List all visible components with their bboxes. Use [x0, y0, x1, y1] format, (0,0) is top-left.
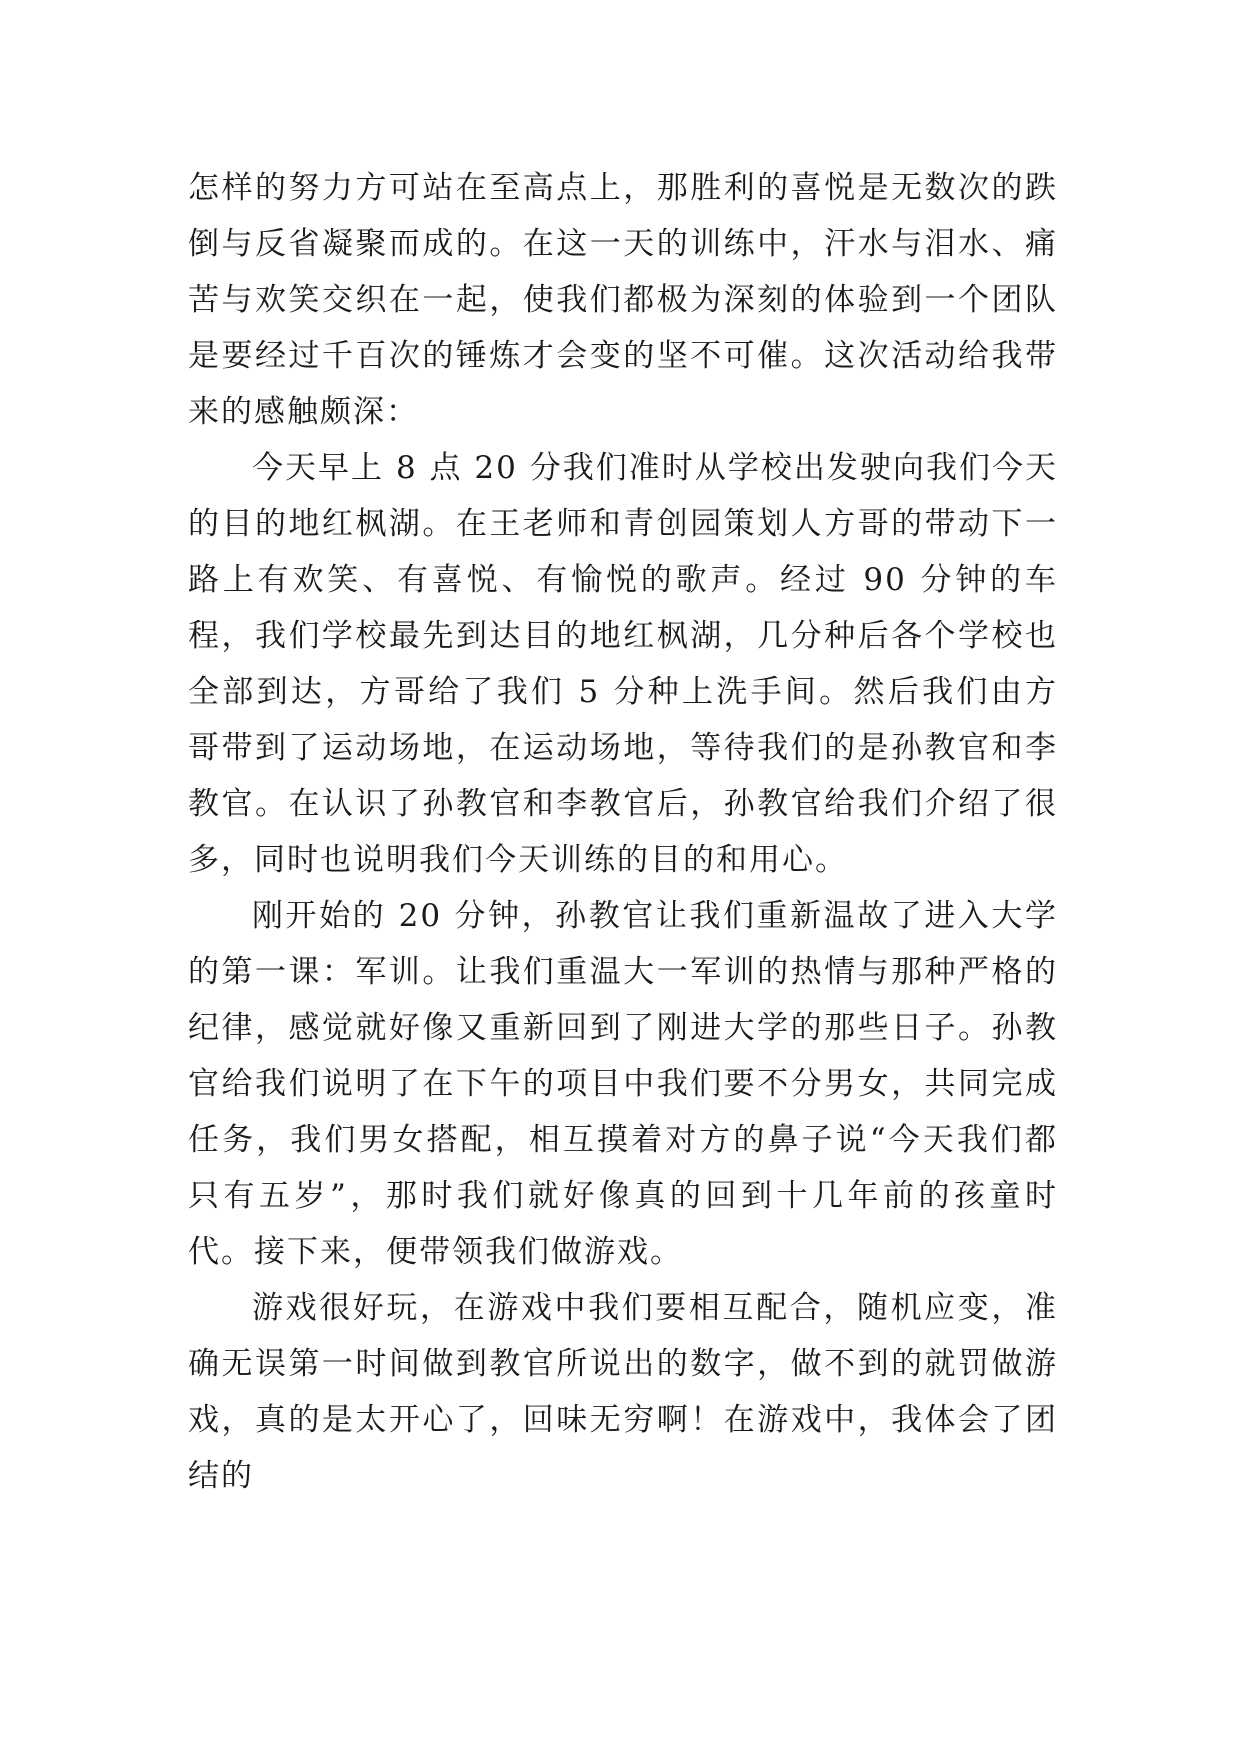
- paragraph-2: 今天早上 8 点 20 分我们准时从学校出发驶向我们今天的目的地红枫湖。在王老师和青创园策划人方哥的带动下一路上有欢笑、有喜悦、有愉悦的歌声。经过 90 分钟的车程，我们学校最先到达目的地红枫湖，几分种后各个学校也全部到达，方哥给了我们 5 分种上洗手间。然后我们由方哥带到了运动场地，在运动场地，等待我们的是孙教官和李教官。在认识了孙教官和李教官后，孙教官给我们介绍了很多，同时也说明我们今天训练的目的和用心。: [188, 450, 1058, 878]
- document-body: [188, 160, 1058, 1504]
- paragraph-3: 刚开始的 20 分钟，孙教官让我们重新温故了进入大学的第一课：军训。让我们重温大一军训的热情与那种严格的纪律，感觉就好像又重新回到了刚进大学的那些日子。孙教官给我们说明了在下午的项目中我们要不分男女，共同完成任务，我们男女搭配，相互摸着对方的鼻子说“今天我们都只有五岁”，那时我们就好像真的回到十几年前的孩童时代。接下来，便带领我们做游戏。: [188, 898, 1058, 1270]
- paragraph-1: 怎样的努力方可站在至高点上，那胜利的喜悦是无数次的跌倒与反省凝聚而成的。在这一天的训练中，汗水与泪水、痛苦与欢笑交织在一起，使我们都极为深刻的体验到一个团队是要经过千百次的锤炼才会变的坚不可催。这次活动给我带来的感触颇深：: [188, 170, 1058, 430]
- paragraph-4: 游戏很好玩，在游戏中我们要相互配合，随机应变，准确无误第一时间做到教官所说出的数字，做不到的就罚做游戏，真的是太开心了，回味无穷啊！在游戏中，我体会了团结的: [188, 1290, 1058, 1494]
